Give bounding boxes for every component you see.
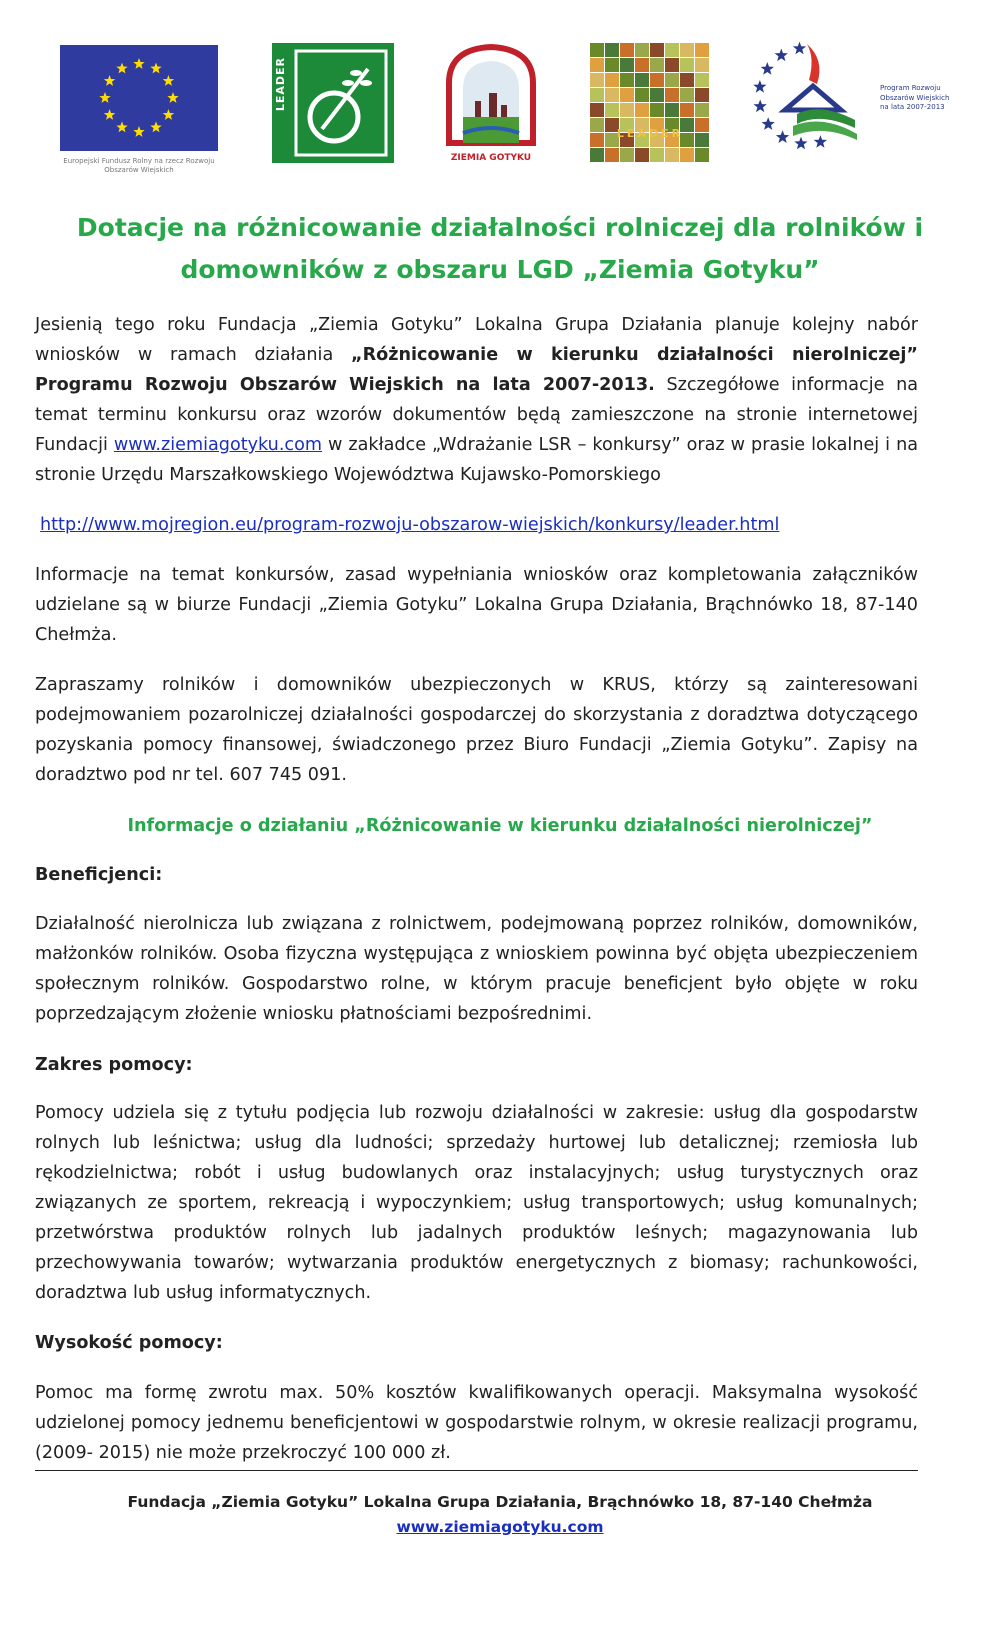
prow-emblem-icon <box>745 40 880 150</box>
leader-emblem-icon <box>272 43 394 163</box>
leader-logo-text: LEADER <box>274 57 287 112</box>
mosaic-tile <box>590 103 604 117</box>
footer-divider <box>35 1470 918 1471</box>
amount-text: Pomoc ma formę zwrotu max. 50% kosztów kwalifikowanych operacji. Maksymalna wysokość udzielonej pomocy jednemu beneficjentowi w gospodarstwie rolnym, w okresie realizacji programu, (2009- 2015) nie może przekroczyć 100 000 zł. <box>35 1383 918 1463</box>
mosaic-icon <box>590 43 710 163</box>
star-icon <box>104 109 116 120</box>
info-paragraph: Informacje na temat konkursów, zasad wypełniania wniosków oraz kompletowania załączników udzielane są w biurze Fundacji „Ziemia Gotyku” Lokalna Grupa Działania, Brąchnówko 18, 87-140 Chełmża. <box>35 565 918 645</box>
eu-caption: Europejski Fundusz Rolny na rzecz Rozwoju Obszarów Wiejskich <box>63 157 215 174</box>
intro-bold-text: „Różnicowanie w kierunku działalności nierolniczej” Programu Rozwoju Obszarów Wiejskich na lata 2007-2013. <box>35 345 919 395</box>
mosaic-tile <box>620 148 634 162</box>
mosaic-tile <box>695 88 709 102</box>
scope-heading: Zakres pomocy: <box>35 1055 193 1075</box>
mosaic-tile <box>680 43 694 57</box>
prow-logo <box>745 40 950 165</box>
title-line-2: domowników z obszaru LGD „Ziemia Gotyku” <box>180 255 820 284</box>
star-icon <box>761 62 774 75</box>
footer-address: Fundacja „Ziemia Gotyku” Lokalna Grupa Działania, Brąchnówko 18, 87-140 Chełmża <box>127 1493 873 1511</box>
mosaic-tile <box>620 73 634 87</box>
intro-text-2: Szczegółowe informacje na temat terminu konkursu oraz wzorów dokumentów będą zamieszczone na stronie internetowej Fundacji <box>35 375 918 455</box>
star-icon <box>762 117 775 130</box>
intro-text-1: Jesienią tego roku Fundacja „Ziemia Gotyku” Lokalna Grupa Działania planuje kolejny nabór wniosków w ramach działania <box>35 315 918 365</box>
leader-mosaic-logo <box>590 43 710 163</box>
star-icon <box>167 92 178 103</box>
mosaic-tile <box>680 103 694 117</box>
mosaic-tile <box>695 148 709 162</box>
amount-heading: Wysokość pomocy: <box>35 1333 223 1353</box>
mosaic-tile <box>665 88 679 102</box>
mosaic-tile <box>605 148 619 162</box>
mosaic-tile <box>680 148 694 162</box>
mosaic-tile <box>635 73 649 87</box>
eu-flag-icon <box>60 45 218 151</box>
mosaic-tile <box>620 58 634 72</box>
mosaic-tile <box>635 88 649 102</box>
mosaic-tile <box>695 43 709 57</box>
mosaic-tile <box>650 58 664 72</box>
mosaic-tile <box>605 43 619 57</box>
invite-paragraph: Zapraszamy rolników i domowników ubezpieczonych w KRUS, którzy są zainteresowani podejmowaniem pozarolniczej działalności gospodarczej do skorzystania z doradztwa dotyczącego pozyskania pomocy finansowej, świadczonego przez Biuro Fundacji „Ziemia Gotyku”. Zapisy na doradztwo pod nr tel. 607 745 091. <box>35 675 918 785</box>
mosaic-tile <box>680 73 694 87</box>
leader-mosaic-text: LEADER <box>616 127 684 140</box>
star-icon <box>150 121 161 132</box>
eu-flag-logo <box>60 45 218 174</box>
mosaic-tile <box>680 58 694 72</box>
mosaic-tile <box>665 58 679 72</box>
star-icon <box>753 80 766 93</box>
page-title <box>60 207 940 291</box>
gothic-arch-icon <box>441 43 541 151</box>
star-icon <box>116 63 127 74</box>
mosaic-tile <box>590 43 604 57</box>
mosaic-tile <box>650 43 664 57</box>
star-icon <box>163 109 175 120</box>
action-info-subheading: Informacje o działaniu „Różnicowanie w kierunku działalności nierolniczej” <box>127 816 873 836</box>
mosaic-tile <box>665 148 679 162</box>
intro-text-3: w zakładce „Wdrażanie LSR – konkursy” oraz w prasie lokalnej i na stronie Urzędu Marszałkowskiego Województwa Kujawsko-Pomorskiego <box>35 435 919 485</box>
mosaic-tile <box>590 73 604 87</box>
mosaic-tile <box>620 103 634 117</box>
mosaic-tile <box>635 103 649 117</box>
mosaic-tile <box>590 148 604 162</box>
star-icon <box>99 92 110 103</box>
scope-text: Pomocy udziela się z tytułu podjęcia lub rozwoju działalności w zakresie: usług dla gospodarstw rolnych lub leśnictwa; usług dla ludności; sprzedaży hurtowej lub detalicznej; rzemiosła lub rękodzielnictwa; robót i usług budowlanych oraz instalacyjnych; usług turystycznych oraz związanych ze sportem, rekreacją i wypoczynkiem; usług transportowych; usług komunalnych; przetwórstwa produktów rolnych lub jadalnych produktów leśnych; magazynowania lub przechowywania towarów; wytwarzania produktów energetycznych z biomasy; rachunkowości, doradztwa lub usług informatycznych. <box>35 1103 918 1303</box>
star-icon <box>794 137 807 150</box>
mosaic-tile <box>590 58 604 72</box>
mojregion-link[interactable]: http://www.mojregion.eu/program-rozwoju-obszarow-wiejskich/konkursy/leader.html <box>40 515 780 535</box>
star-icon <box>754 100 767 113</box>
intro-paragraph <box>35 310 918 490</box>
beneficiaries-text: Działalność nierolnicza lub związana z rolnictwem, podejmowaną poprzez rolników, domowników, małżonków rolników. Osoba fizyczna występująca z wnioskiem powinna być objęta ubezpieczeniem społecznym rolników. Gospodarstwo rolne, w którym pracuje beneficjent było objęte w roku poprzedzającym złożenie wniosku płatnościami bezpośrednimi. <box>35 914 918 1024</box>
star-icon <box>776 130 789 143</box>
mosaic-tile <box>635 148 649 162</box>
star-icon <box>163 75 175 86</box>
star-icon <box>133 58 144 69</box>
mosaic-tile <box>605 73 619 87</box>
mosaic-tile <box>665 43 679 57</box>
beneficiaries-heading: Beneficjenci: <box>35 865 163 885</box>
logo-bar <box>55 40 950 180</box>
mosaic-tile <box>620 43 634 57</box>
footer-website-link[interactable]: www.ziemiagotyku.com <box>396 1518 604 1536</box>
mosaic-tile <box>680 88 694 102</box>
mosaic-tile <box>695 73 709 87</box>
mosaic-tile <box>665 103 679 117</box>
star-icon <box>104 75 116 86</box>
prow-caption: Program Rozwoju Obszarów Wiejskich na lata 2007-2013 <box>880 84 950 111</box>
mosaic-tile <box>650 88 664 102</box>
ziemia-gotyku-logo <box>441 43 541 163</box>
mosaic-tile <box>665 73 679 87</box>
ziemiagotyku-link[interactable]: www.ziemiagotyku.com <box>113 435 322 455</box>
mosaic-tile <box>620 88 634 102</box>
star-icon <box>116 121 127 132</box>
mosaic-tile <box>605 58 619 72</box>
star-icon <box>133 126 144 137</box>
mosaic-tile <box>695 58 709 72</box>
star-icon <box>793 42 806 55</box>
star-icon <box>814 135 827 148</box>
mosaic-tile <box>605 88 619 102</box>
mosaic-tile <box>650 73 664 87</box>
star-icon <box>150 63 161 74</box>
mosaic-tile <box>635 43 649 57</box>
mosaic-tile <box>650 103 664 117</box>
mosaic-tile <box>605 103 619 117</box>
leader-logo <box>272 43 394 163</box>
title-line-1: Dotacje na różnicowanie działalności rolniczej dla rolników i <box>76 213 924 242</box>
mosaic-tile <box>650 148 664 162</box>
mosaic-tile <box>635 58 649 72</box>
ziemia-gotyku-caption: ZIEMIA GOTYKU <box>450 153 532 163</box>
mosaic-tile <box>590 88 604 102</box>
mosaic-tile <box>695 103 709 117</box>
star-icon <box>775 49 788 62</box>
